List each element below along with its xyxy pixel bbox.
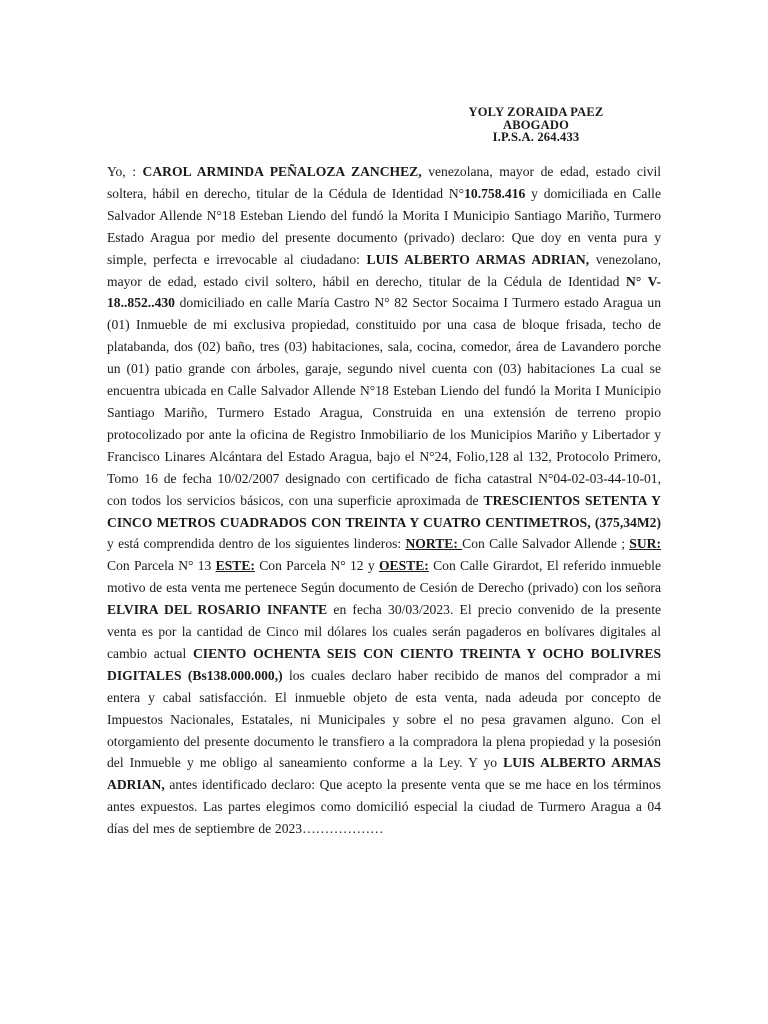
bold-text-run: ESTE: <box>215 558 255 574</box>
text-run: Con Parcela N° 12 y <box>254 558 379 574</box>
bold-text-run: CIENTO OCHENTA SEIS CON CIENTO TREINTA Y OCHO BOLIVRES DIGITALES (Bs138.000.000,) <box>107 645 662 683</box>
text-run: Con Calle Salvador Allende ; <box>462 536 630 552</box>
bold-text-run: CAROL ARMINDA PEÑALOZA ZANCHEZ, <box>142 164 422 179</box>
bold-text-run: 10.758.416 <box>464 185 526 201</box>
text-run: Con Parcela N° 13 <box>107 558 216 574</box>
bold-text-run: LUIS ALBERTO ARMAS ADRIAN, <box>107 755 661 793</box>
text-run: venezolano, mayor de edad, estado civil soltero, hábil en derecho, titular de la Cédula de Identidad <box>107 251 661 289</box>
lawyer-name: YOLY ZORAIDA PAEZ <box>468 105 604 119</box>
bold-text-run: ELVIRA DEL ROSARIO INFANTE <box>107 602 328 618</box>
text-run: venezolana, mayor de edad, estado civil soltera, hábil en derecho, titular de la Cédula de Identidad N° <box>107 164 662 201</box>
bold-text-run: TRESCIENTOS SETENTA Y CINCO METROS CUADRADOS CON TREINTA Y CUATRO CENTIMETROS, (375,34M2) <box>107 492 662 530</box>
lawyer-title: ABOGADO <box>503 117 569 132</box>
text-run: los cuales declaro haber recibido de manos del comprador a mi entera y cabal satisfacción. El inmueble objeto de esta venta, nada adeuda por concepto de Impuestos Nacionales, Estatales, ni Municipales y sobre el no pesa gravamen alguno. Con el otorgamiento del presente documento le transfiero a la compradora la plena propiedad y la posesión del Inmueble y me obligo al saneamiento conforme a la Ley. Y yo <box>107 667 661 771</box>
text-run: Con Calle Girardot, El referido inmueble motivo de esta venta me pertenece Según documento de Cesión de Derecho (privado) con los señora <box>107 558 661 596</box>
bold-text-run: SUR: <box>629 536 661 552</box>
text-run: domiciliado en calle María Castro N° 82 Sector Socaima I Turmero estado Aragua un (01) Inmueble de mi exclusiva propiedad, constituido por una casa de bloque frisada, techo de platabanda, dos (02) baño, tres (03) habitaciones, sala, cocina, comedor, área de Lavandero porche un (01) patio grande con árboles, garaje, segundo nivel cuenta con (03) habitaciones La cual se encuentra ubicada en Calle Salvador Allende N°18 Esteban Liendo del fundó la Morita I Municipio Santiago Mariño, Turmero Estado Aragua, Construida en una extensión de terreno propio protocolizado por ante la oficina de Registro Inmobiliario de los Municipios Mariño y Libertador y Francisco Linares Alcántara del Estado Aragua, bajo el N°24, Folio,128 al 132, Protocolo Primero, Tomo 16 de fecha 10/02/2007 designado con certificado de ficha catastral N°04-02-03-44-10-01, con todos los servicios básicos, con una superficie aproximada de <box>107 295 661 508</box>
text-run: en fecha 30/03/2023. El precio convenido de la presente venta es por la cantidad de Cinco mil dólares los cuales serán pagaderos en bolívares digitales al cambio actual <box>107 602 662 661</box>
text-run: y está comprendida dentro de los siguientes linderos: <box>107 536 406 552</box>
letterhead <box>436 106 636 144</box>
document-body <box>107 161 661 840</box>
bold-text-run: N° V- 18..852..430 <box>107 273 661 311</box>
bold-text-run: NORTE: <box>405 536 463 552</box>
lawyer-ipsa-number: I.P.S.A. 264.433 <box>492 130 580 144</box>
bold-text-run: LUIS ALBERTO ARMAS ADRIAN, <box>366 251 590 267</box>
text-run: Yo, : <box>107 164 143 179</box>
text-run: y domiciliada en Calle Salvador Allende N°18 Esteban Liendo del fundó la Morita I Municipio Santiago Mariño, Turmero Estado Aragua por medio del presente documento (privado) declaro: Que doy en venta pura y simple, perfecta e irrevocable al ciudadano: <box>107 185 661 267</box>
bold-text-run: OESTE: <box>378 558 429 574</box>
text-run: antes identificado declaro: Que acepto la presente venta que se me hace en los términos antes expuestos. Las partes elegimos como domicilió especial la ciudad de Turmero Aragua a 04 días del mes de septiembre de 2023……………… <box>107 777 661 837</box>
